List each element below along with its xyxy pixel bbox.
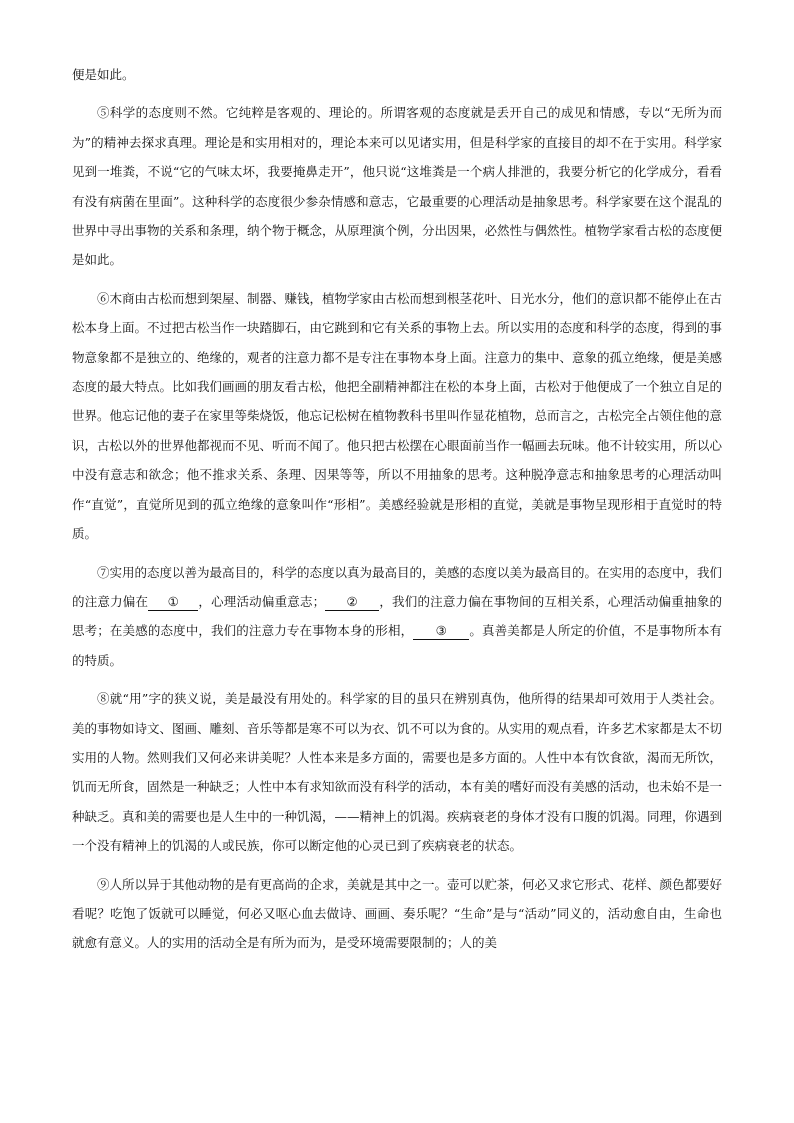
paragraph-6: ⑥木商由古松而想到架屋、制器、赚钱，植物学家由古松而想到根茎花叶、日光水分，他们的意识都不能停止在古松本身上面。不过把古松当作一块踏脚石，由它跳到和它有关系的事物上去。所以实用的态度和科学的态度，得到的事物意象都不是独立的、绝缘的，观者的注意力都不是专注在事物本身上面。注意力的集中、意象的孤立绝缘，便是美感态度的最大特点。比如我们画画的朋友看古松，他把全副精神都注在松的本身上面，古松对于他便成了一个独立自足的世界。他忘记他的妻子在家里等柴烧饭，他忘记松树在植物教科书里叫作显花植物，总而言之，古松完全占领住他的意识，古松以外的世界他都视而不见、听而不闻了。他只把古松摆在心眼面前当作一幅画去玩味。他不计较实用，所以心中没有意志和欲念；他不推求关系、条理、因果等等，所以不用抽象的思考。这种脱净意志和抽象思考的心理活动叫作“直觉”，直觉所见到的孤立绝缘的意象叫作“形相”。美感经验就是形相的直觉，美就是事物呈现形相于直觉时的特质。 bbox=[72, 290, 723, 542]
fill-blank-1: ① bbox=[148, 594, 198, 611]
intro-fragment-paragraph: 便是如此。 bbox=[72, 67, 135, 82]
paragraph-7-text-part2: ，心理活动偏重意志； bbox=[198, 593, 326, 609]
paragraph-5: ⑤科学的态度则不然。它纯粹是客观的、理论的。所谓客观的态度就是丢开自己的成见和情感，专以“无所为而为”的精神去探求真理。理论是和实用相对的，理论本来可以见诸实用，但是科学家的直接目的却不在于实用。科学家见到一堆粪，不说“它的气味太坏，我要掩鼻走开”，他只说“这堆粪是一个病人排泄的，我要分析它的化学成分，看看有没有病菌在里面”。这种科学的态度很少参杂情感和意志，它最重要的心理活动是抽象思考。科学家要在这个混乱的世界中寻出事物的关系和条理，纳个物于概念，从原理演个例，分出因果，必然性与偶然性。植物学家看古松的态度便是如此。 bbox=[72, 105, 723, 268]
paragraph-7-text-part1: ⑦实用的态度以善为最高目的，科学的态度以真为最高目的，美感的态度以美为最高目的。在实用的态度中，我们的注意力偏在 bbox=[72, 564, 723, 609]
paragraph-7-text-part3: ，我们的注意力偏在事物间的互相关系，心理活动偏重抽象的思考；在美感的态度中，我们的注意力专在事物本身的形相， bbox=[72, 593, 722, 639]
paragraph-7 bbox=[72, 558, 722, 676]
paragraph-9: ⑨人所以异于其他动物的是有更高尚的企求，美就是其中之一。壶可以贮茶，何必又求它形式、花样、颜色都要好看呢？吃饱了饭就可以睡觉，何必又呕心血去做诗、画画、奏乐呢？“生命”是与“活动”同义的，活动愈自由，生命也就愈有意义。人的实用的活动全是有所为而为，是受环境需要限制的；人的美 bbox=[72, 876, 723, 951]
fill-blank-3: ③ bbox=[413, 623, 469, 640]
paragraph-8: ⑧就“用”字的狭义说，美是最没有用处的。科学家的目的虽只在辨别真伪，他所得的结果却可效用于人类社会。美的事物如诗文、图画、雕刻、音乐等都是寒不可以为衣、饥不可以为食的。从实用的观点看，许多艺术家都是太不切实用的人物。然则我们又何必来讲美呢？人性本来是多方面的，需要也是多方面的。人性中本有饮食欲，渴而无所饮，饥而无所食，固然是一种缺乏；人性中本有求知欲而没有科学的活动，本有美的嗜好而没有美感的活动，也未始不是一种缺乏。真和美的需要也是人生中的一种饥渴，——精神上的饥渴。疾病衰老的身体才没有口腹的饥渴。同理，你遇到一个没有精神上的饥渴的人或民族，你可以断定他的心灵已到了疾病衰老的状态。 bbox=[72, 691, 723, 854]
fill-blank-2: ② bbox=[325, 594, 379, 611]
article-body bbox=[72, 60, 722, 967]
paragraph-7-text-part4: 。真善美都是人所定的价值，不是事物所本有的特质。 bbox=[72, 623, 722, 668]
